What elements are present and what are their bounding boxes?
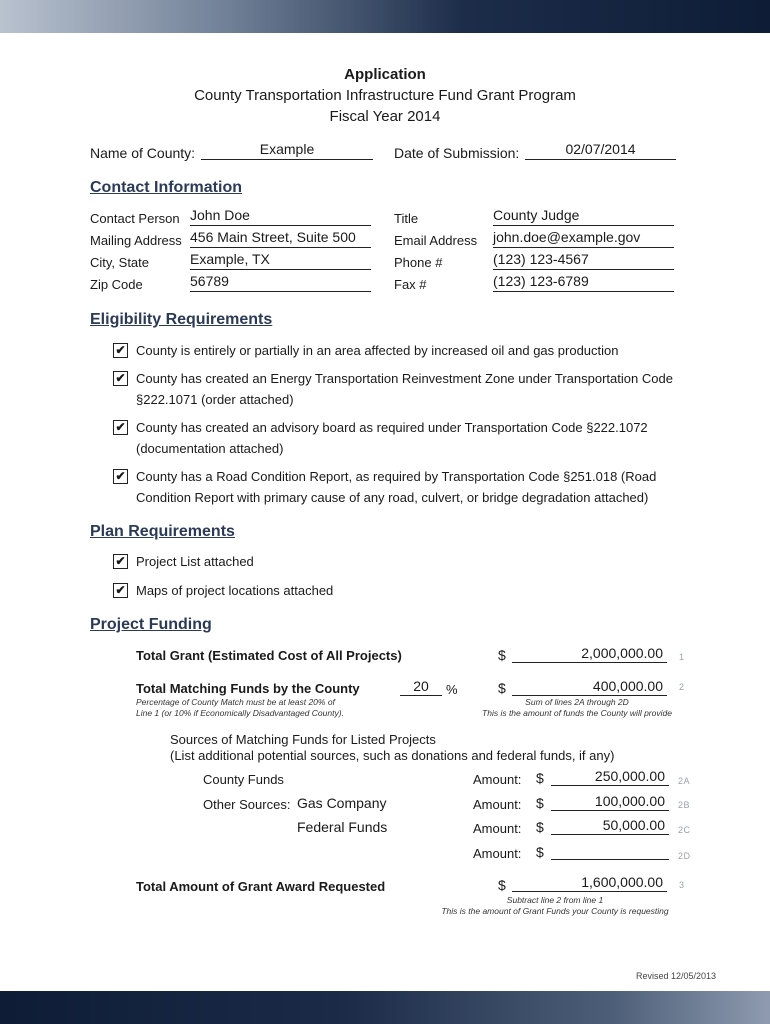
other-source-1-name[interactable]: Gas Company	[297, 795, 387, 811]
currency-sign: $	[536, 795, 544, 811]
sources-title: Sources of Matching Funds for Listed Projects	[170, 732, 436, 747]
program-name: County Transportation Infrastructure Fund Grant Program	[194, 87, 576, 104]
matching-sum-note: Sum of lines 2A through 2D	[525, 697, 629, 707]
total-award-field[interactable]: 1,600,000.00	[512, 874, 667, 892]
amount-label: Amount:	[473, 846, 522, 861]
form-title-block	[0, 64, 770, 127]
phone-field[interactable]: (123) 123-4567	[493, 251, 674, 270]
currency-sign: $	[498, 680, 506, 696]
matching-funds-label: Total Matching Funds by the County	[136, 681, 360, 696]
matching-funds-field[interactable]: 400,000.00	[512, 678, 667, 696]
other-source-3-field[interactable]	[551, 842, 669, 860]
city-state-label: City, State	[90, 255, 150, 270]
matching-sum-note-2: This is the amount of funds the County will provide	[482, 708, 672, 718]
amount-label: Amount:	[473, 772, 522, 787]
plan-checkbox-2[interactable]: ✔	[113, 583, 128, 598]
currency-sign: $	[536, 819, 544, 835]
eligibility-item-1: County is entirely or partially in an area affected by increased oil and gas production	[136, 343, 619, 358]
amount-label: Amount:	[473, 797, 522, 812]
zip-code-label: Zip Code	[90, 277, 143, 292]
award-note-1: Subtract line 2 from line 1	[506, 895, 604, 905]
submission-date-field[interactable]: 02/07/2014	[525, 141, 676, 160]
currency-sign: $	[498, 647, 506, 663]
plan-section-title: Plan Requirements	[90, 523, 235, 540]
other-source-1-field[interactable]: 100,000.00	[551, 793, 669, 811]
city-state-field[interactable]: Example, TX	[190, 251, 371, 270]
line-number-2c: 2C	[678, 825, 691, 835]
eligibility-item-4: County has a Road Condition Report, as required by Transportation Code §251.018 (Road Condition Report with primary cause of any road, culvert, or bridge degradation attached)	[136, 469, 657, 505]
title-label: Title	[394, 211, 419, 226]
eligibility-checkbox-3[interactable]: ✔	[113, 420, 128, 435]
amount-label: Amount:	[473, 821, 522, 836]
eligibility-item-3: County has created an advisory board as required under Transportation Code §222.1072 (documentation attached)	[136, 420, 648, 456]
currency-sign: $	[536, 770, 544, 786]
other-source-2-name[interactable]: Federal Funds	[297, 819, 388, 835]
footer-banner	[0, 991, 770, 1024]
contact-person-field[interactable]: John Doe	[190, 207, 371, 226]
plan-item-2: Maps of project locations attached	[136, 583, 334, 598]
line-number-3: 3	[679, 880, 685, 890]
county-name-field[interactable]: Example	[201, 141, 373, 160]
line-number-2a: 2A	[678, 776, 691, 786]
matching-note-2: Line 1 (or 10% if Economically Disadvantaged County).	[136, 708, 344, 718]
total-grant-label: Total Grant (Estimated Cost of All Projects)	[136, 648, 402, 663]
currency-sign: $	[536, 844, 544, 860]
award-note-2: This is the amount of Grant Funds your County is requesting	[441, 906, 669, 916]
eligibility-checkbox-2[interactable]: ✔	[113, 371, 128, 386]
currency-sign: $	[498, 877, 506, 893]
fax-label: Fax #	[394, 277, 427, 292]
mailing-address-label: Mailing Address	[90, 233, 182, 248]
revision-date: Revised 12/05/2013	[636, 971, 717, 981]
other-source-2-field[interactable]: 50,000.00	[551, 817, 669, 835]
county-funds-field[interactable]: 250,000.00	[551, 768, 669, 786]
matching-note-1: Percentage of County Match must be at least 20% of	[136, 697, 335, 707]
mailing-address-field[interactable]: 456 Main Street, Suite 500	[190, 229, 371, 248]
eligibility-checkbox-4[interactable]: ✔	[113, 469, 128, 484]
plan-checkbox-1[interactable]: ✔	[113, 554, 128, 569]
email-field[interactable]: john.doe@example.gov	[493, 229, 674, 248]
plan-item-1: Project List attached	[136, 554, 254, 569]
line-number-1: 1	[679, 652, 685, 662]
eligibility-item-2: County has created an Energy Transportation Reinvestment Zone under Transportation Code §222.1071 (order attached)	[136, 371, 673, 407]
email-label: Email Address	[394, 233, 478, 248]
fiscal-year: Fiscal Year 2014	[329, 108, 441, 125]
phone-label: Phone #	[394, 255, 443, 270]
county-name-label: Name of County:	[90, 145, 196, 161]
funding-section-title: Project Funding	[90, 616, 212, 633]
county-funds-label: County Funds	[203, 772, 284, 787]
line-number-2d: 2D	[678, 851, 691, 861]
percent-sign: %	[446, 682, 458, 697]
eligibility-section-title: Eligibility Requirements	[90, 311, 273, 328]
eligibility-checkbox-1[interactable]: ✔	[113, 343, 128, 358]
total-grant-field[interactable]: 2,000,000.00	[512, 645, 667, 663]
submission-date-label: Date of Submission:	[394, 145, 520, 161]
contact-person-label: Contact Person	[90, 211, 180, 226]
line-number-2b: 2B	[678, 800, 691, 810]
matching-percent-field[interactable]: 20	[400, 678, 442, 696]
other-sources-label: Other Sources:	[203, 797, 291, 812]
title-field[interactable]: County Judge	[493, 207, 674, 226]
fax-field[interactable]: (123) 123-6789	[493, 273, 674, 292]
zip-code-field[interactable]: 56789	[190, 273, 371, 292]
contact-section-title: Contact Information	[90, 179, 242, 196]
header-banner	[0, 0, 770, 33]
sources-subtitle: (List additional potential sources, such as donations and federal funds, if any)	[170, 748, 615, 763]
line-number-2: 2	[679, 682, 685, 692]
form-title: Application	[344, 66, 426, 83]
total-award-label: Total Amount of Grant Award Requested	[136, 879, 386, 894]
